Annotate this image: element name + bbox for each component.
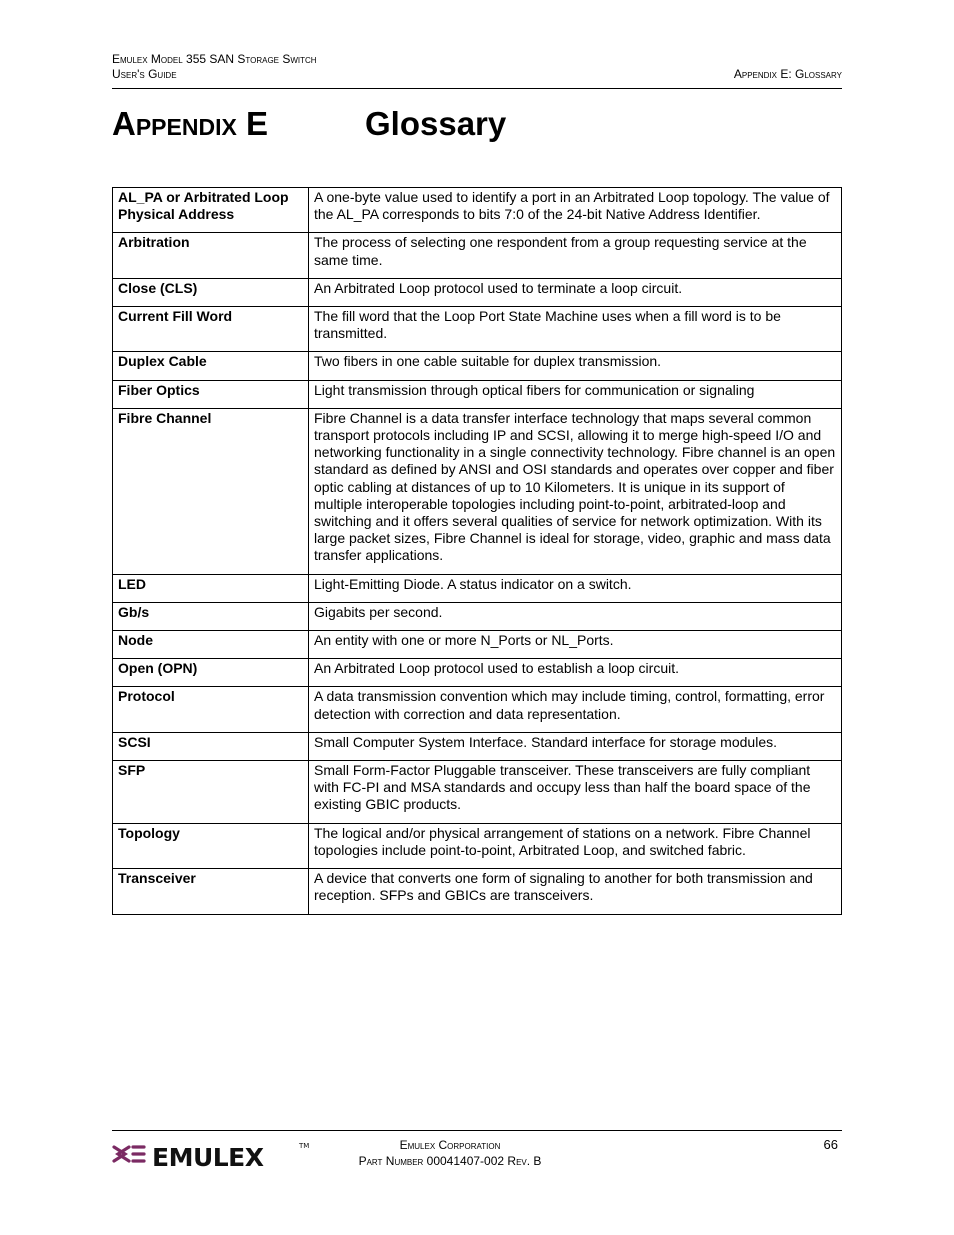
footer-center bbox=[312, 1137, 588, 1169]
page-number: 66 bbox=[823, 1137, 838, 1152]
page-footer bbox=[112, 1130, 842, 1171]
emulex-logo-mark-icon bbox=[114, 1147, 144, 1161]
glossary-definition: The process of selecting one respondent from a group requesting service at the same time. bbox=[309, 233, 842, 278]
glossary-row bbox=[113, 352, 842, 380]
emulex-logo-text: EMULEX bbox=[152, 1143, 264, 1171]
glossary-definition: An entity with one or more N_Ports or NL_Ports. bbox=[309, 631, 842, 659]
glossary-row bbox=[113, 602, 842, 630]
glossary-term: AL_PA or Arbitrated Loop Physical Address bbox=[113, 188, 309, 233]
glossary-definition: Light-Emitting Diode. A status indicator on a switch. bbox=[309, 574, 842, 602]
glossary-term: Close (CLS) bbox=[113, 278, 309, 306]
glossary-term: SCSI bbox=[113, 732, 309, 760]
emulex-logo-trademark: TM bbox=[299, 1142, 310, 1150]
glossary-row bbox=[113, 823, 842, 868]
glossary-term: Gb/s bbox=[113, 602, 309, 630]
glossary-definition: A data transmission convention which may include timing, control, formatting, error detection with correction and data representation. bbox=[309, 687, 842, 732]
glossary-term: LED bbox=[113, 574, 309, 602]
glossary-definition: Small Form-Factor Pluggable transceiver. These transceivers are fully compliant with FC-PI and MSA standards and occupy less than half the board space of the existing GBIC products. bbox=[309, 761, 842, 824]
glossary-row bbox=[113, 408, 842, 574]
glossary-term: Topology bbox=[113, 823, 309, 868]
emulex-logo bbox=[112, 1137, 312, 1171]
glossary-term: Node bbox=[113, 631, 309, 659]
glossary-term: SFP bbox=[113, 761, 309, 824]
glossary-term: Transceiver bbox=[113, 869, 309, 914]
glossary-term: Duplex Cable bbox=[113, 352, 309, 380]
header-section: Appendix E: Glossary bbox=[733, 67, 842, 81]
header-product-line2: User's Guide bbox=[112, 67, 177, 81]
page-header bbox=[112, 52, 842, 89]
glossary-definition: Gigabits per second. bbox=[309, 602, 842, 630]
page-title bbox=[112, 102, 507, 146]
glossary-definition: A device that converts one form of signaling to another for both transmission and reception. SFPs and GBICs are transceivers. bbox=[309, 869, 842, 914]
glossary-term: Protocol bbox=[113, 687, 309, 732]
glossary-row bbox=[113, 307, 842, 352]
header-product bbox=[112, 52, 317, 82]
glossary-definition: Fibre Channel is a data transfer interface technology that maps several common transport protocols including IP and SCSI, allowing it to merge high-speed I/O and networking functionality in a single connectivity technology. Fibre channel is an open standard as defined by ANSI and OSI standards and operates over copper and fiber optic cabling at distances of up to 10 Kilometers. It is unique in its support of multiple interoperable topologies including point-to-point, arbitrated-loop and switching and it offers several qualities of service for network optimization. With its large packet sizes, Fibre Channel is ideal for storage, video, graphic and mass data transfer applications. bbox=[309, 408, 842, 574]
glossary-row bbox=[113, 233, 842, 278]
glossary-row bbox=[113, 687, 842, 732]
glossary-row bbox=[113, 574, 842, 602]
glossary-definition: The fill word that the Loop Port State Machine uses when a fill word is to be transmitted. bbox=[309, 307, 842, 352]
glossary-definition: An Arbitrated Loop protocol used to terminate a loop circuit. bbox=[309, 278, 842, 306]
footer-part-number: Part Number 00041407-002 Rev. B bbox=[358, 1154, 542, 1168]
glossary-row bbox=[113, 278, 842, 306]
glossary-row bbox=[113, 732, 842, 760]
glossary-row bbox=[113, 380, 842, 408]
glossary-term: Fiber Optics bbox=[113, 380, 309, 408]
glossary-row bbox=[113, 761, 842, 824]
glossary-definition: A one-byte value used to identify a port in an Arbitrated Loop topology. The value of the AL_PA corresponds to bits 7:0 of the 24-bit Native Address Identifier. bbox=[309, 188, 842, 233]
glossary-term: Fibre Channel bbox=[113, 408, 309, 574]
glossary-term: Open (OPN) bbox=[113, 659, 309, 687]
glossary-definition: Two fibers in one cable suitable for duplex transmission. bbox=[309, 352, 842, 380]
glossary-term: Arbitration bbox=[113, 233, 309, 278]
glossary-row bbox=[113, 188, 842, 233]
glossary-row bbox=[113, 659, 842, 687]
glossary-term: Current Fill Word bbox=[113, 307, 309, 352]
footer-company: Emulex Corporation bbox=[399, 1138, 501, 1152]
title-heading: Glossary bbox=[365, 105, 507, 142]
glossary-definition: The logical and/or physical arrangement of stations on a network. Fibre Channel topologies include point-to-point, Arbitrated Loop, and switched fabric. bbox=[309, 823, 842, 868]
glossary-table-body bbox=[113, 188, 842, 915]
title-appendix: Appendix E bbox=[112, 105, 268, 142]
glossary-definition: Light transmission through optical fibers for communication or signaling bbox=[309, 380, 842, 408]
glossary-row bbox=[113, 869, 842, 914]
glossary-definition: An Arbitrated Loop protocol used to establish a loop circuit. bbox=[309, 659, 842, 687]
glossary-row bbox=[113, 631, 842, 659]
glossary-table bbox=[112, 187, 842, 915]
glossary-definition: Small Computer System Interface. Standard interface for storage modules. bbox=[309, 732, 842, 760]
header-product-line1: Emulex Model 355 SAN Storage Switch bbox=[112, 52, 317, 66]
